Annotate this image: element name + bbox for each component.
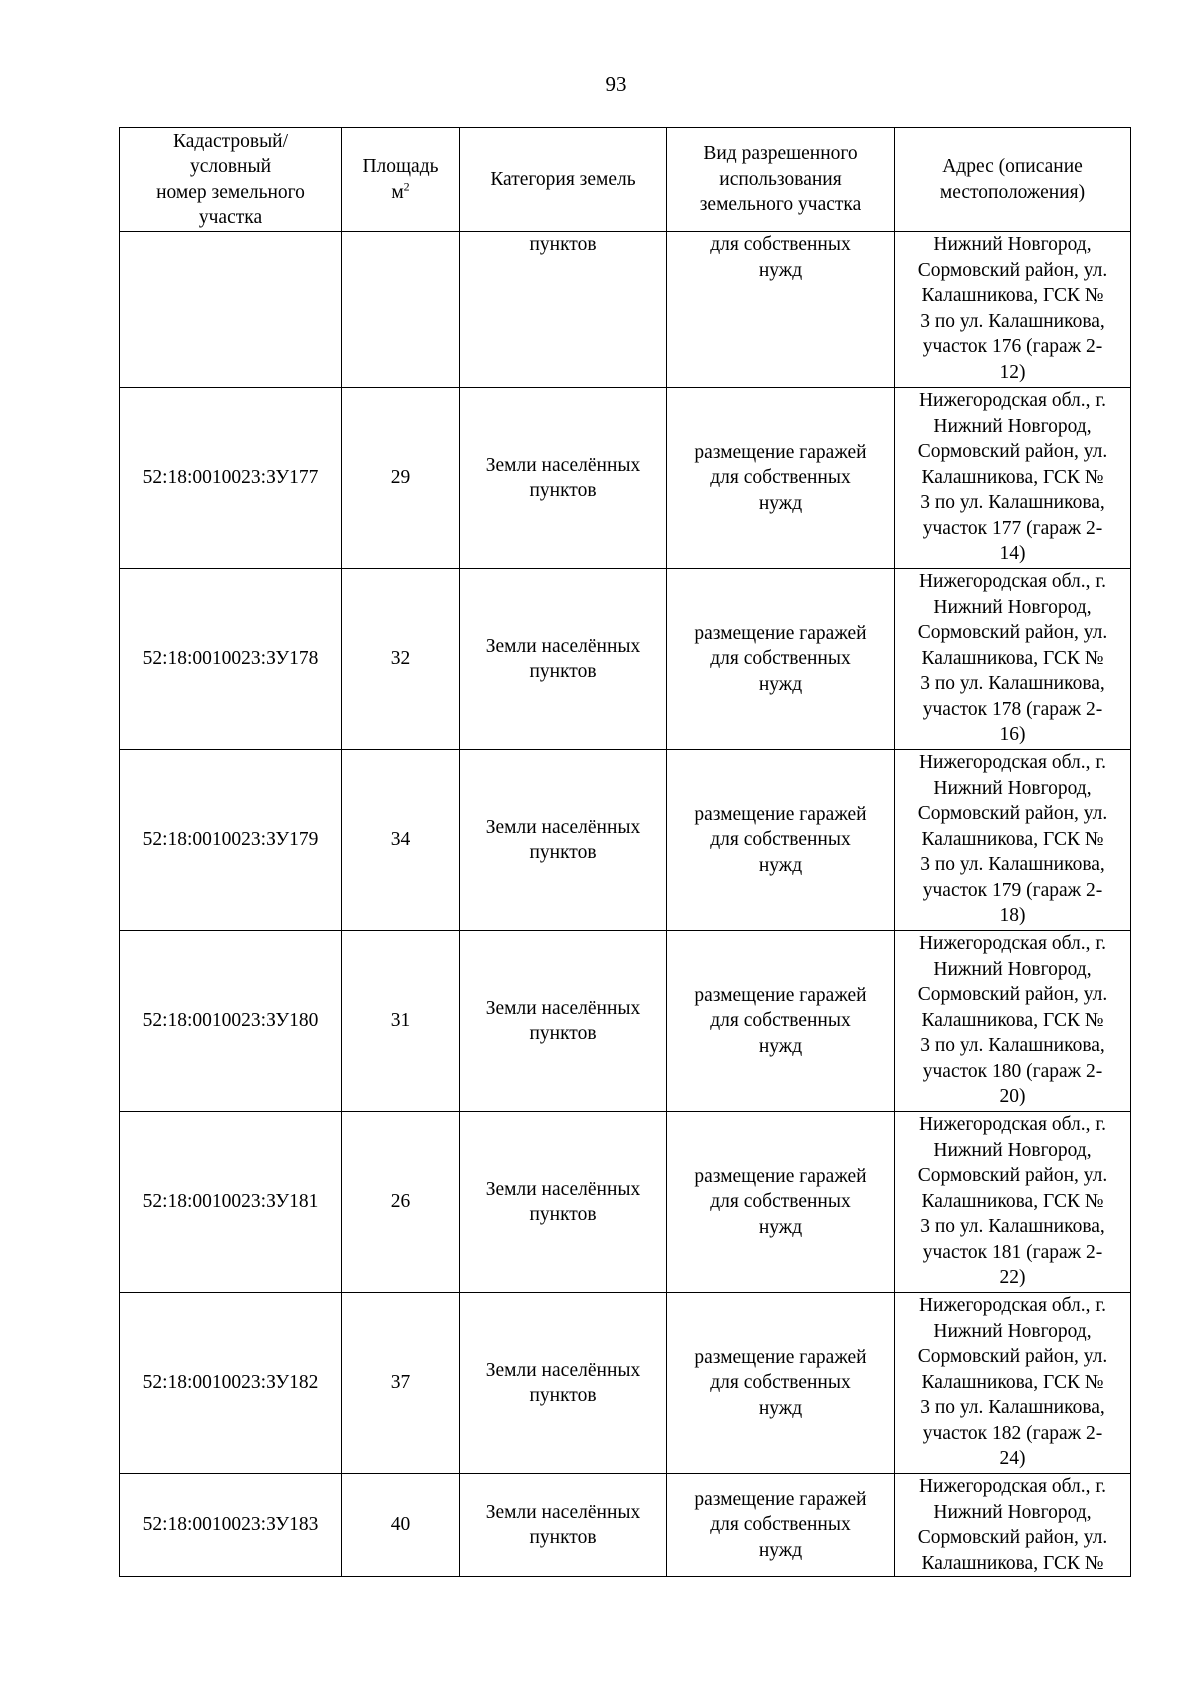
table-row-continuation (120, 232, 1131, 388)
cell-permitted-use (667, 388, 895, 569)
address-line: Калашникова, ГСК № (921, 466, 1104, 488)
use-line: нужд (758, 673, 803, 695)
use-line: размещение гаражей (694, 984, 867, 1006)
header-cadastral-line: номер земельного (156, 181, 305, 203)
header-cadastral-line: участка (198, 207, 263, 228)
address-line: Нижегородская обл., г. (918, 1295, 1107, 1316)
address-line: участок 178 (гараж 2- (922, 698, 1103, 720)
header-address-line: местоположения) (939, 181, 1086, 203)
address-line: Нижний Новгород, (933, 1501, 1092, 1523)
table-row (120, 388, 1131, 569)
cell-area: 29 (342, 388, 460, 569)
table-row (120, 1112, 1131, 1293)
address-line: 3 по ул. Калашникова, (920, 1216, 1105, 1237)
address-line: участок 179 (гараж 2- (922, 879, 1103, 901)
use-line: для собственных (710, 1514, 851, 1536)
use-line: нужд (758, 1216, 803, 1238)
cell-address (895, 1293, 1131, 1474)
cell-cadastral-number: 52:18:0010023:ЗУ183 (120, 1474, 342, 1577)
address-line: 3 по ул. Калашникова, (920, 492, 1105, 513)
cell-permitted-use (667, 931, 895, 1112)
cell-land-category (460, 1293, 667, 1474)
address-line: Калашникова, ГСК № (921, 1190, 1104, 1212)
table-body (120, 232, 1131, 1577)
address-line: Нижний Новгород, (933, 415, 1092, 437)
category-line: пунктов (529, 1385, 597, 1406)
address-line: участок 180 (гараж 2- (922, 1060, 1103, 1082)
address-line: Нижегородская обл., г. (918, 933, 1107, 954)
address-line: Сормовский район, ул. (917, 259, 1108, 281)
cell-area: 40 (342, 1474, 460, 1577)
address-line: 24) (999, 1448, 1026, 1469)
cell-area: 26 (342, 1112, 460, 1293)
category-line: Земли населённых (485, 816, 641, 838)
header-area-unit: $м^2$ (391, 179, 410, 203)
address-line: Калашникова, ГСК № (921, 647, 1104, 669)
use-line: для собственных (710, 234, 851, 255)
address-line: участок 177 (гараж 2- (922, 517, 1103, 539)
cell-land-category (460, 1474, 667, 1577)
use-line: нужд (758, 1035, 803, 1057)
address-line: Нижний Новгород, (933, 1139, 1092, 1161)
address-line: 3 по ул. Калашникова, (920, 1397, 1105, 1418)
address-line: 3 по ул. Калашникова, (920, 673, 1105, 694)
page-number: 93 (605, 72, 627, 96)
header-row (120, 128, 1131, 232)
category-line: Земли населённых (485, 1501, 641, 1523)
use-line: нужд (758, 492, 803, 514)
cell-address (895, 931, 1131, 1112)
address-line: Нижний Новгород, (933, 1320, 1092, 1342)
table-header (120, 128, 1131, 232)
cell-land-category (460, 931, 667, 1112)
cell-permitted-use (667, 1112, 895, 1293)
use-line: нужд (758, 1539, 803, 1561)
header-area-label: Площадь (362, 156, 439, 177)
address-line: участок 182 (гараж 2- (922, 1422, 1103, 1444)
address-line: Калашникова, ГСК № (921, 1552, 1104, 1574)
use-line: нужд (758, 1397, 803, 1419)
cell-cadastral-number (120, 232, 342, 388)
address-line: Калашникова, ГСК № (921, 828, 1104, 850)
address-line: Нижегородская обл., г. (918, 752, 1107, 773)
header-address (895, 128, 1131, 232)
address-line: 20) (999, 1086, 1026, 1107)
address-line: участок 181 (гараж 2- (922, 1241, 1103, 1263)
address-line: 22) (999, 1267, 1026, 1288)
header-address-line: Адрес (описание (942, 156, 1083, 177)
category-line: пунктов (529, 1527, 597, 1548)
category-line: пунктов (529, 1204, 597, 1225)
cell-permitted-use (667, 1474, 895, 1577)
address-line: 3 по ул. Калашникова, (920, 1035, 1105, 1056)
table-row (120, 569, 1131, 750)
address-line: Сормовский район, ул. (917, 984, 1108, 1005)
cell-address (895, 1112, 1131, 1293)
header-use-line: земельного участка (699, 194, 862, 216)
header-cadastral-line: Кадастровый/ (172, 130, 289, 152)
header-permitted-use (667, 128, 895, 232)
address-line: Сормовский район, ул. (917, 441, 1108, 462)
table-row (120, 750, 1131, 931)
address-line: Сормовский район, ул. (917, 1165, 1108, 1186)
category-line: Земли населённых (485, 1178, 641, 1200)
header-area (342, 128, 460, 232)
address-line: Нижегородская обл., г. (918, 1114, 1107, 1135)
cell-permitted-use (667, 232, 895, 388)
use-line: размещение гаражей (694, 803, 867, 825)
header-use-line: использования (719, 168, 842, 190)
header-cadastral-number (120, 128, 342, 232)
cell-land-category: пунктов (460, 232, 667, 388)
address-line: Нижегородская обл., г. (918, 571, 1107, 592)
cell-land-category (460, 388, 667, 569)
category-line: пунктов (529, 661, 597, 682)
address-line: Сормовский район, ул. (917, 803, 1108, 824)
use-line: размещение гаражей (694, 1346, 867, 1368)
cell-area: 37 (342, 1293, 460, 1474)
cell-permitted-use (667, 1293, 895, 1474)
cell-land-category (460, 1112, 667, 1293)
cell-cadastral-number: 52:18:0010023:ЗУ177 (120, 388, 342, 569)
address-line: 14) (999, 543, 1026, 564)
cell-cadastral-number: 52:18:0010023:ЗУ181 (120, 1112, 342, 1293)
cell-area: 31 (342, 931, 460, 1112)
address-line: Калашникова, ГСК № (921, 1371, 1104, 1393)
header-land-category: Категория земель (460, 128, 667, 232)
address-line: Нижний Новгород, (933, 777, 1092, 799)
address-line: 18) (999, 905, 1026, 926)
table-row (120, 1293, 1131, 1474)
cell-land-category (460, 750, 667, 931)
use-line: размещение гаражей (694, 441, 867, 463)
address-line: Калашникова, ГСК № (921, 1009, 1104, 1031)
cell-address (895, 750, 1131, 931)
cell-address (895, 232, 1131, 388)
use-line: размещение гаражей (694, 1165, 867, 1187)
cell-permitted-use (667, 750, 895, 931)
category-line: Земли населённых (485, 635, 641, 657)
cell-area: 32 (342, 569, 460, 750)
cell-cadastral-number: 52:18:0010023:ЗУ180 (120, 931, 342, 1112)
address-line: 3 по ул. Калашникова, (920, 310, 1105, 332)
address-line: Калашникова, ГСК № (921, 285, 1104, 306)
category-line: пунктов (529, 480, 597, 501)
address-line: Нижний Новгород, (933, 596, 1092, 618)
use-line: нужд (758, 854, 803, 876)
cell-area (342, 232, 460, 388)
address-line: Сормовский район, ул. (917, 622, 1108, 643)
cell-permitted-use (667, 569, 895, 750)
cell-address (895, 1474, 1131, 1577)
use-line: для собственных (710, 829, 851, 851)
address-line: Нижегородская обл., г. (918, 390, 1107, 411)
address-line: 12) (999, 361, 1026, 383)
use-line: размещение гаражей (694, 622, 867, 644)
use-line: для собственных (710, 1191, 851, 1213)
cell-cadastral-number: 52:18:0010023:ЗУ179 (120, 750, 342, 931)
address-line: Нижегородская обл., г. (918, 1476, 1107, 1497)
header-cadastral-line: условный (189, 156, 272, 177)
header-area-unit-exponent: 2 (403, 179, 410, 193)
use-line: размещение гаражей (694, 1488, 867, 1510)
table-row (120, 931, 1131, 1112)
cell-cadastral-number: 52:18:0010023:ЗУ178 (120, 569, 342, 750)
address-line: Сормовский район, ул. (917, 1527, 1108, 1548)
category-line: Земли населённых (485, 454, 641, 476)
address-line: Нижний Новгород, (933, 958, 1092, 980)
address-line: Нижний Новгород, (933, 234, 1092, 255)
table-row (120, 1474, 1131, 1577)
category-line: пунктов (529, 842, 597, 863)
land-plots-table (119, 127, 1131, 1577)
header-use-line: Вид разрешенного (703, 143, 858, 165)
category-line: Земли населённых (485, 1359, 641, 1381)
category-line: пунктов (529, 1023, 597, 1044)
cell-cadastral-number: 52:18:0010023:ЗУ182 (120, 1293, 342, 1474)
use-line: для собственных (710, 648, 851, 670)
address-line: Сормовский район, ул. (917, 1346, 1108, 1367)
use-line: нужд (758, 259, 803, 281)
category-line: Земли населённых (485, 997, 641, 1019)
address-line: 16) (999, 724, 1026, 745)
use-line: для собственных (710, 1372, 851, 1394)
use-line: для собственных (710, 467, 851, 489)
address-line: 3 по ул. Калашникова, (920, 854, 1105, 875)
address-line: участок 176 (гараж 2- (922, 336, 1103, 357)
use-line: для собственных (710, 1010, 851, 1032)
cell-land-category (460, 569, 667, 750)
cell-area: 34 (342, 750, 460, 931)
cell-address (895, 388, 1131, 569)
cell-address (895, 569, 1131, 750)
